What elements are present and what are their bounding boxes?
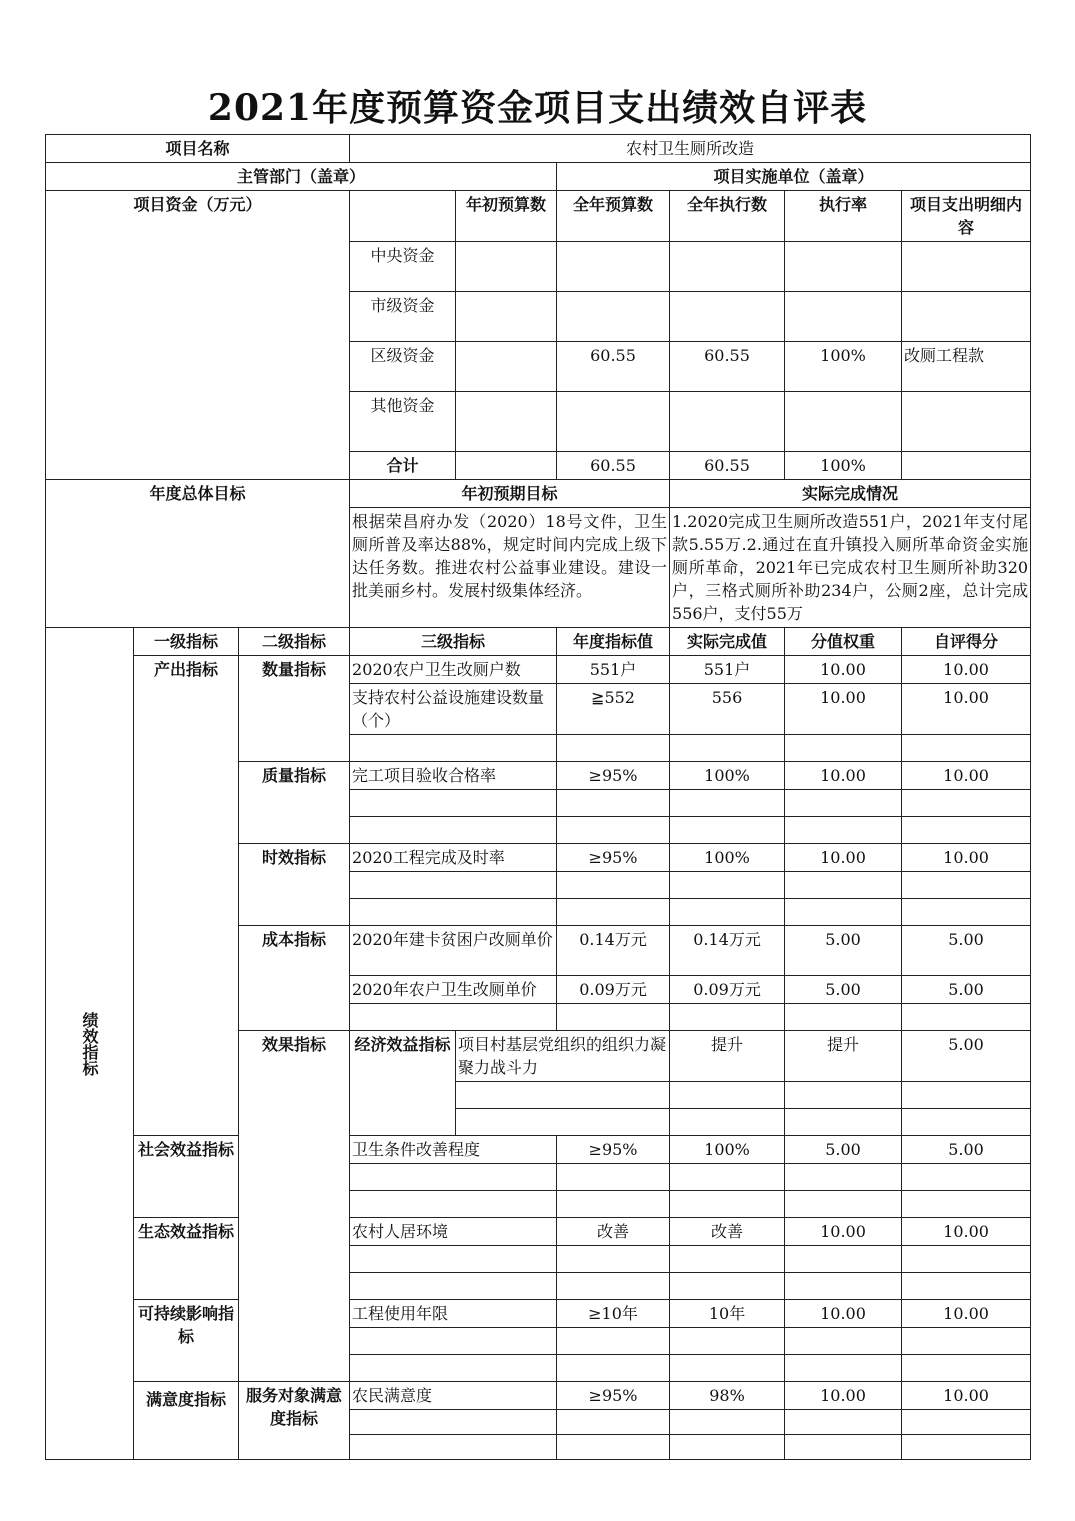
empty-cell bbox=[670, 1328, 785, 1355]
indicator-name: 完工项目验收合格率 bbox=[350, 762, 557, 790]
indicator-actual: 10年 bbox=[670, 1300, 785, 1328]
dept-label: 主管部门（盖章） bbox=[46, 163, 557, 191]
indicator-weight: 10.00 bbox=[785, 1382, 902, 1410]
empty-cell bbox=[670, 790, 785, 817]
indicator-target: ≥95% bbox=[557, 1136, 670, 1164]
empty-cell bbox=[670, 1435, 785, 1460]
indicator-header-score: 自评得分 bbox=[902, 628, 1031, 656]
indicator-actual: 100% bbox=[670, 1136, 785, 1164]
indicator-name: 项目村基层党组织的组织力凝聚力战斗力 bbox=[456, 1031, 670, 1082]
fund-detail bbox=[902, 292, 1031, 342]
page-title: 2021年度预算资金项目支出绩效自评表 bbox=[207, 87, 868, 129]
empty-cell bbox=[670, 1109, 785, 1136]
indicator-score: 10.00 bbox=[902, 1382, 1031, 1410]
empty-cell bbox=[785, 1109, 902, 1136]
ecological-indicator-label: 生态效益指标 bbox=[134, 1218, 239, 1300]
empty-cell bbox=[785, 1410, 902, 1435]
indicator-name: 农民满意度 bbox=[350, 1382, 557, 1410]
empty-cell bbox=[670, 1355, 785, 1382]
empty-cell bbox=[670, 1191, 785, 1218]
indicator-target: 0.09万元 bbox=[557, 976, 670, 1004]
actual-result-text: 1.2020完成卫生厕所改造551户，2021年支付尾款5.55万.2.通过在直升镇投入厕所革命资金实施厕所革命，2021年已完成农村卫生厕所补助320户，三格式厕所补助234户，公厕2座，总计完成556户，支付55万 bbox=[670, 508, 1031, 628]
empty-cell bbox=[557, 735, 670, 762]
annual-goal-label: 年度总体目标 bbox=[46, 480, 350, 628]
fund-executed: 60.55 bbox=[670, 452, 785, 480]
indicator-score: 5.00 bbox=[902, 976, 1031, 1004]
empty-cell bbox=[902, 1328, 1031, 1355]
indicator-score: 10.00 bbox=[902, 1218, 1031, 1246]
output-indicator-label: 产出指标 bbox=[134, 656, 239, 1136]
expected-goal-label: 年初预期目标 bbox=[350, 480, 670, 508]
project-name-label: 项目名称 bbox=[46, 135, 350, 163]
indicator-actual: 0.09万元 bbox=[670, 976, 785, 1004]
empty-cell bbox=[557, 1164, 670, 1191]
indicator-target: 0.14万元 bbox=[557, 926, 670, 976]
empty-cell bbox=[785, 1164, 902, 1191]
empty-cell bbox=[557, 1191, 670, 1218]
fund-rate: 100% bbox=[785, 342, 902, 392]
empty-cell bbox=[350, 1191, 557, 1218]
indicator-name: 2020工程完成及时率 bbox=[350, 844, 557, 872]
empty-cell bbox=[670, 817, 785, 844]
fund-annual bbox=[557, 392, 670, 452]
indicator-weight: 5.00 bbox=[785, 1136, 902, 1164]
funds-header-rate: 执行率 bbox=[785, 191, 902, 242]
cost-indicator-label: 成本指标 bbox=[239, 926, 350, 1031]
empty-cell bbox=[902, 1082, 1031, 1109]
fund-total-label: 合计 bbox=[350, 452, 456, 480]
empty-cell bbox=[785, 1246, 902, 1273]
empty-cell bbox=[350, 1246, 557, 1273]
fund-rate bbox=[785, 292, 902, 342]
indicator-weight: 10.00 bbox=[785, 762, 902, 790]
timeliness-indicator-label: 时效指标 bbox=[239, 844, 350, 926]
empty-cell bbox=[902, 1273, 1031, 1300]
indicator-target: 提升 bbox=[670, 1031, 785, 1082]
indicator-target: 改善 bbox=[557, 1218, 670, 1246]
indicator-weight: 5.00 bbox=[902, 1031, 1031, 1082]
indicator-score: 10.00 bbox=[902, 762, 1031, 790]
indicator-row bbox=[46, 1382, 1031, 1410]
indicator-actual: 556 bbox=[670, 684, 785, 735]
expected-goal-text: 根据荣昌府办发（2020）18号文件，卫生厕所普及率达88%，规定时间内完成上级下达任务数。推进农村公益事业建设。建设一批美丽乡村。发展村级集体经济。 bbox=[350, 508, 670, 628]
indicator-target: 551户 bbox=[557, 656, 670, 684]
impl-unit-label: 项目实施单位（盖章） bbox=[557, 163, 1031, 191]
empty-cell bbox=[902, 735, 1031, 762]
fund-initial bbox=[456, 292, 557, 342]
empty-cell bbox=[785, 790, 902, 817]
indicator-row bbox=[46, 1300, 1031, 1328]
empty-cell bbox=[350, 872, 557, 899]
indicator-actual: 0.14万元 bbox=[670, 926, 785, 976]
empty-cell bbox=[557, 1004, 670, 1031]
indicator-name: 2020农户卫生改厕户数 bbox=[350, 656, 557, 684]
quantity-indicator-label: 数量指标 bbox=[239, 656, 350, 762]
indicator-target: ≥95% bbox=[557, 762, 670, 790]
empty-cell bbox=[902, 1004, 1031, 1031]
empty-cell bbox=[670, 1164, 785, 1191]
fund-initial bbox=[456, 242, 557, 292]
empty-cell bbox=[902, 790, 1031, 817]
empty-cell bbox=[350, 1273, 557, 1300]
fund-executed bbox=[670, 292, 785, 342]
empty-cell bbox=[785, 1004, 902, 1031]
indicator-actual: 改善 bbox=[670, 1218, 785, 1246]
indicator-name: 2020年农户卫生改厕单价 bbox=[350, 976, 557, 1004]
empty-cell bbox=[350, 790, 557, 817]
indicators-side-label: 绩效指标 bbox=[46, 628, 134, 1460]
economic-indicator-label: 经济效益指标 bbox=[350, 1031, 456, 1136]
empty-cell bbox=[785, 1273, 902, 1300]
indicator-row bbox=[46, 656, 1031, 684]
empty-cell bbox=[785, 817, 902, 844]
indicator-name: 卫生条件改善程度 bbox=[350, 1136, 557, 1164]
indicator-score: 5.00 bbox=[902, 1136, 1031, 1164]
quality-indicator-label: 质量指标 bbox=[239, 762, 350, 844]
indicator-header-level1: 一级指标 bbox=[134, 628, 239, 656]
empty-cell bbox=[902, 1164, 1031, 1191]
indicator-weight: 10.00 bbox=[785, 684, 902, 735]
satisfaction-indicator-label: 满意度指标 bbox=[134, 1382, 239, 1460]
indicator-score: 10.00 bbox=[902, 1300, 1031, 1328]
indicator-name: 支持农村公益设施建设数量（个） bbox=[350, 684, 557, 735]
empty-cell bbox=[557, 1410, 670, 1435]
fund-rate bbox=[785, 392, 902, 452]
indicator-actual: 98% bbox=[670, 1382, 785, 1410]
empty-cell bbox=[785, 1355, 902, 1382]
funds-header-initial: 年初预算数 bbox=[456, 191, 557, 242]
empty-cell bbox=[902, 1355, 1031, 1382]
indicator-score: 10.00 bbox=[902, 656, 1031, 684]
empty-cell bbox=[902, 899, 1031, 926]
indicator-name: 工程使用年限 bbox=[350, 1300, 557, 1328]
indicator-actual: 100% bbox=[670, 844, 785, 872]
fund-rate: 100% bbox=[785, 452, 902, 480]
empty-cell bbox=[670, 1004, 785, 1031]
fund-name: 区级资金 bbox=[350, 342, 456, 392]
indicator-actual: 551户 bbox=[670, 656, 785, 684]
empty-cell bbox=[557, 1355, 670, 1382]
empty-cell bbox=[902, 1109, 1031, 1136]
empty-cell bbox=[350, 1355, 557, 1382]
empty-cell bbox=[350, 899, 557, 926]
indicator-score: 10.00 bbox=[902, 684, 1031, 735]
fund-executed: 60.55 bbox=[670, 342, 785, 392]
empty-cell bbox=[785, 1328, 902, 1355]
indicator-score: 10.00 bbox=[902, 844, 1031, 872]
empty-cell bbox=[350, 1004, 557, 1031]
empty-cell bbox=[670, 1082, 785, 1109]
fund-annual bbox=[557, 292, 670, 342]
empty-cell bbox=[670, 1246, 785, 1273]
fund-executed bbox=[670, 242, 785, 292]
empty-cell bbox=[785, 899, 902, 926]
indicator-name: 农村人居环境 bbox=[350, 1218, 557, 1246]
fund-name: 其他资金 bbox=[350, 392, 456, 452]
empty-cell bbox=[785, 1082, 902, 1109]
project-name-value: 农村卫生厕所改造 bbox=[350, 135, 1031, 163]
empty-cell bbox=[557, 872, 670, 899]
empty-cell bbox=[785, 735, 902, 762]
fund-annual: 60.55 bbox=[557, 452, 670, 480]
actual-result-label: 实际完成情况 bbox=[670, 480, 1031, 508]
fund-name: 中央资金 bbox=[350, 242, 456, 292]
fund-initial bbox=[456, 342, 557, 392]
indicator-name: 2020年建卡贫困户改厕单价 bbox=[350, 926, 557, 976]
fund-detail bbox=[902, 392, 1031, 452]
fund-initial bbox=[456, 392, 557, 452]
empty-cell bbox=[785, 1191, 902, 1218]
empty-cell bbox=[557, 1246, 670, 1273]
indicator-weight: 10.00 bbox=[785, 656, 902, 684]
fund-detail bbox=[902, 242, 1031, 292]
empty-cell bbox=[670, 1410, 785, 1435]
indicator-target: ≧552 bbox=[557, 684, 670, 735]
empty-cell bbox=[557, 1273, 670, 1300]
social-indicator-label: 社会效益指标 bbox=[134, 1136, 239, 1218]
empty-cell bbox=[456, 1109, 670, 1136]
empty-cell bbox=[557, 1435, 670, 1460]
fund-executed bbox=[670, 392, 785, 452]
indicator-header-level2: 二级指标 bbox=[239, 628, 350, 656]
funds-label: 项目资金（万元） bbox=[46, 191, 350, 480]
funds-header-detail: 项目支出明细内容 bbox=[902, 191, 1031, 242]
indicator-weight: 10.00 bbox=[785, 1218, 902, 1246]
empty-cell bbox=[670, 735, 785, 762]
indicator-target: ≥95% bbox=[557, 1382, 670, 1410]
funds-header-blank bbox=[350, 191, 456, 242]
empty-cell bbox=[350, 735, 557, 762]
indicator-row bbox=[46, 1136, 1031, 1164]
fund-initial bbox=[456, 452, 557, 480]
funds-header-executed: 全年执行数 bbox=[670, 191, 785, 242]
indicator-header-target: 年度指标值 bbox=[557, 628, 670, 656]
empty-cell bbox=[557, 817, 670, 844]
empty-cell bbox=[670, 899, 785, 926]
indicator-row bbox=[46, 1218, 1031, 1246]
indicator-target: ≥95% bbox=[557, 844, 670, 872]
empty-cell bbox=[350, 1410, 557, 1435]
empty-cell bbox=[902, 1246, 1031, 1273]
empty-cell bbox=[902, 872, 1031, 899]
indicator-weight: 5.00 bbox=[785, 976, 902, 1004]
fund-rate bbox=[785, 242, 902, 292]
fund-annual: 60.55 bbox=[557, 342, 670, 392]
empty-cell bbox=[350, 1435, 557, 1460]
service-satisfaction-label: 服务对象满意度指标 bbox=[239, 1382, 350, 1460]
empty-cell bbox=[902, 1410, 1031, 1435]
empty-cell bbox=[902, 817, 1031, 844]
empty-cell bbox=[350, 1164, 557, 1191]
funds-header-annual: 全年预算数 bbox=[557, 191, 670, 242]
empty-cell bbox=[785, 1435, 902, 1460]
empty-cell bbox=[670, 1273, 785, 1300]
indicator-target: ≥10年 bbox=[557, 1300, 670, 1328]
empty-cell bbox=[785, 872, 902, 899]
fund-detail bbox=[902, 452, 1031, 480]
empty-cell bbox=[557, 899, 670, 926]
empty-cell bbox=[902, 1191, 1031, 1218]
indicator-weight: 10.00 bbox=[785, 1300, 902, 1328]
indicator-weight: 10.00 bbox=[785, 844, 902, 872]
empty-cell bbox=[557, 1328, 670, 1355]
empty-cell bbox=[557, 790, 670, 817]
empty-cell bbox=[350, 817, 557, 844]
sustainable-indicator-label: 可持续影响指标 bbox=[134, 1300, 239, 1382]
empty-cell bbox=[456, 1082, 670, 1109]
indicator-actual: 100% bbox=[670, 762, 785, 790]
indicator-actual: 提升 bbox=[785, 1031, 902, 1082]
fund-annual bbox=[557, 242, 670, 292]
indicator-header-level3: 三级指标 bbox=[350, 628, 557, 656]
indicator-score: 5.00 bbox=[902, 926, 1031, 976]
effect-indicator-label: 效果指标 bbox=[239, 1031, 350, 1382]
indicator-header-weight: 分值权重 bbox=[785, 628, 902, 656]
empty-cell bbox=[350, 1328, 557, 1355]
evaluation-table bbox=[45, 134, 1031, 1460]
indicator-header-actual: 实际完成值 bbox=[670, 628, 785, 656]
fund-detail: 改厕工程款 bbox=[902, 342, 1031, 392]
indicator-weight: 5.00 bbox=[785, 926, 902, 976]
empty-cell bbox=[902, 1435, 1031, 1460]
fund-name: 市级资金 bbox=[350, 292, 456, 342]
empty-cell bbox=[670, 872, 785, 899]
